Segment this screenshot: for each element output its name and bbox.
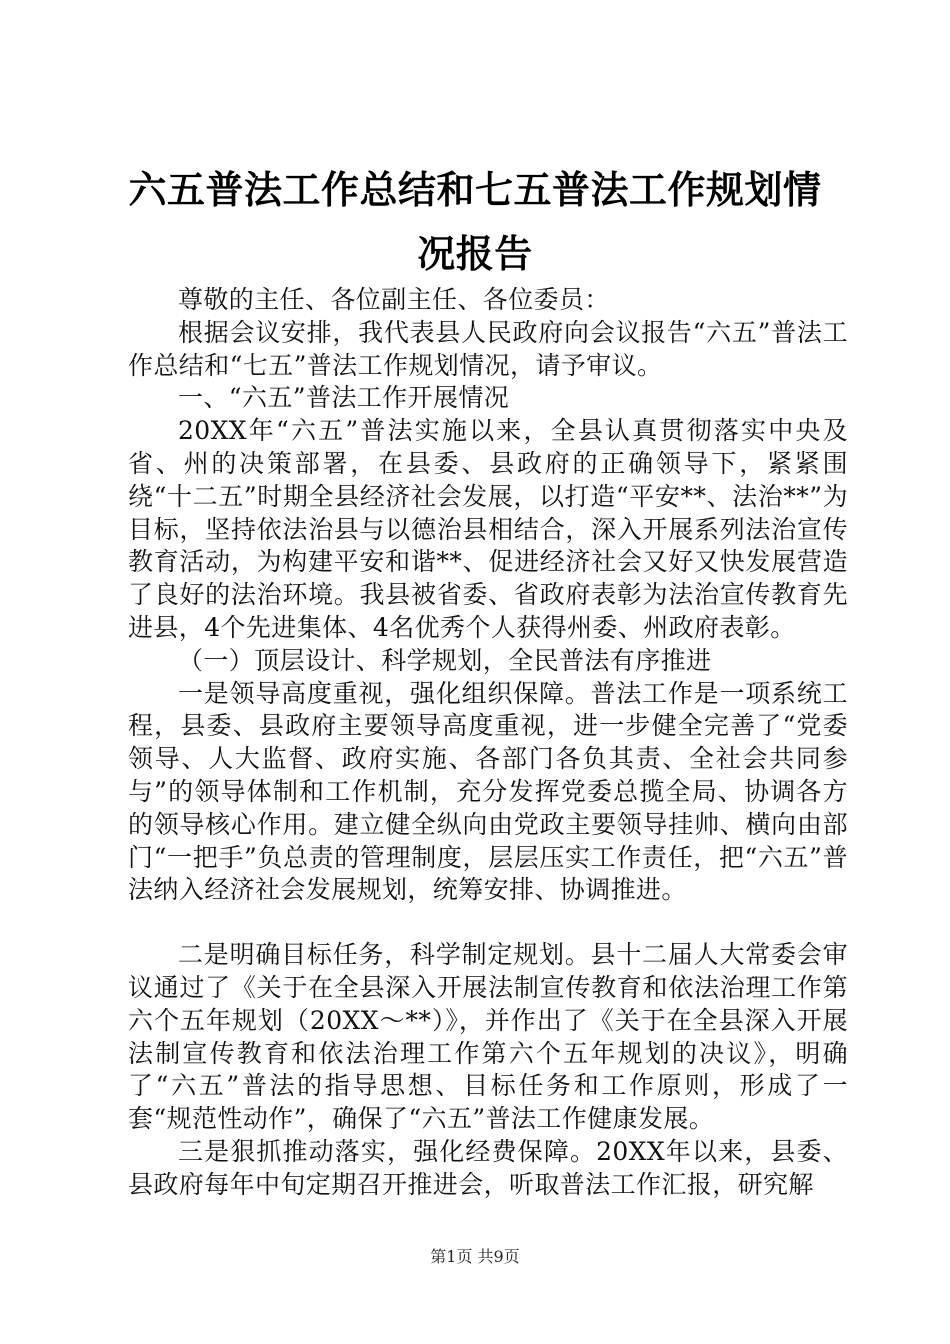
point-one-paragraph: 一是领导高度重视，强化组织保障。普法工作是一项系统工程，县委、县政府主要领导高度重视，进一步健全完善了“党委领导、人大监督、政府实施、各部门各负其责、全社会共同参与”的领导体制和工作机制，充分发挥党委总揽全局、协调各方的领导核心作用。建立健全纵向由党政主要领导挂帅、横向由部门“一把手”负总责的管理制度，层层压实工作责任，把“六五”普法纳入经济社会发展规划，统筹安排、协调推进。 — [128, 678, 848, 905]
overview-paragraph: 20XX年“六五”普法实施以来，全县认真贯彻落实中央及省、州的决策部署，在县委、县政府的正确领导下，紧紧围绕“十二五”时期全县经济社会发展，以打造“平安**、法治**”为目标，坚持依法治县与以德治县相结合，深入开展系列法治宣传教育活动，为构建平安和谐**、促进经济社会又好又快发展营造了良好的法治环境。我县被省委、省政府表彰为法治宣传教育先进县，4个先进集体、4名优秀个人获得州委、州政府表彰。 — [128, 416, 848, 642]
page-footer: 第1页 共9页 — [430, 1247, 520, 1266]
section-heading-1: 一、“六五”普法工作开展情况 — [178, 383, 510, 413]
subsection-heading-1: （一）顶层设计、科学规划，全民普法有序推进 — [178, 645, 712, 675]
intro-paragraph: 根据会议安排，我代表县人民政府向会议报告“六五”普法工作总结和“七五”普法工作规划情况，请予审议。 — [128, 317, 848, 380]
point-two-paragraph: 二是明确目标任务，科学制定规划。县十二届人大常委会审议通过了《关于在全县深入开展法制宣传教育和依法治理工作第六个五年规划（20XX～**）》，并作出了《关于在全县深入开展法制宣传教育和依法治理工作第六个五年规划的决议》，明确了“六五”普法的指导思想、目标任务和工作原则，形成了一套“规范性动作”，确保了“六五”普法工作健康发展。 — [128, 940, 848, 1134]
document-body — [128, 284, 848, 1202]
document-title: 六五普法工作总结和七五普法工作规划情况报告 — [128, 168, 822, 276]
point-three-paragraph: 三是狠抓推动落实，强化经费保障。20XX年以来，县委、县政府每年中旬定期召开推进会，听取普法工作汇报，研究解 — [128, 1136, 848, 1199]
salutation-paragraph: 尊敬的主任、各位副主任、各位委员： — [178, 285, 610, 314]
